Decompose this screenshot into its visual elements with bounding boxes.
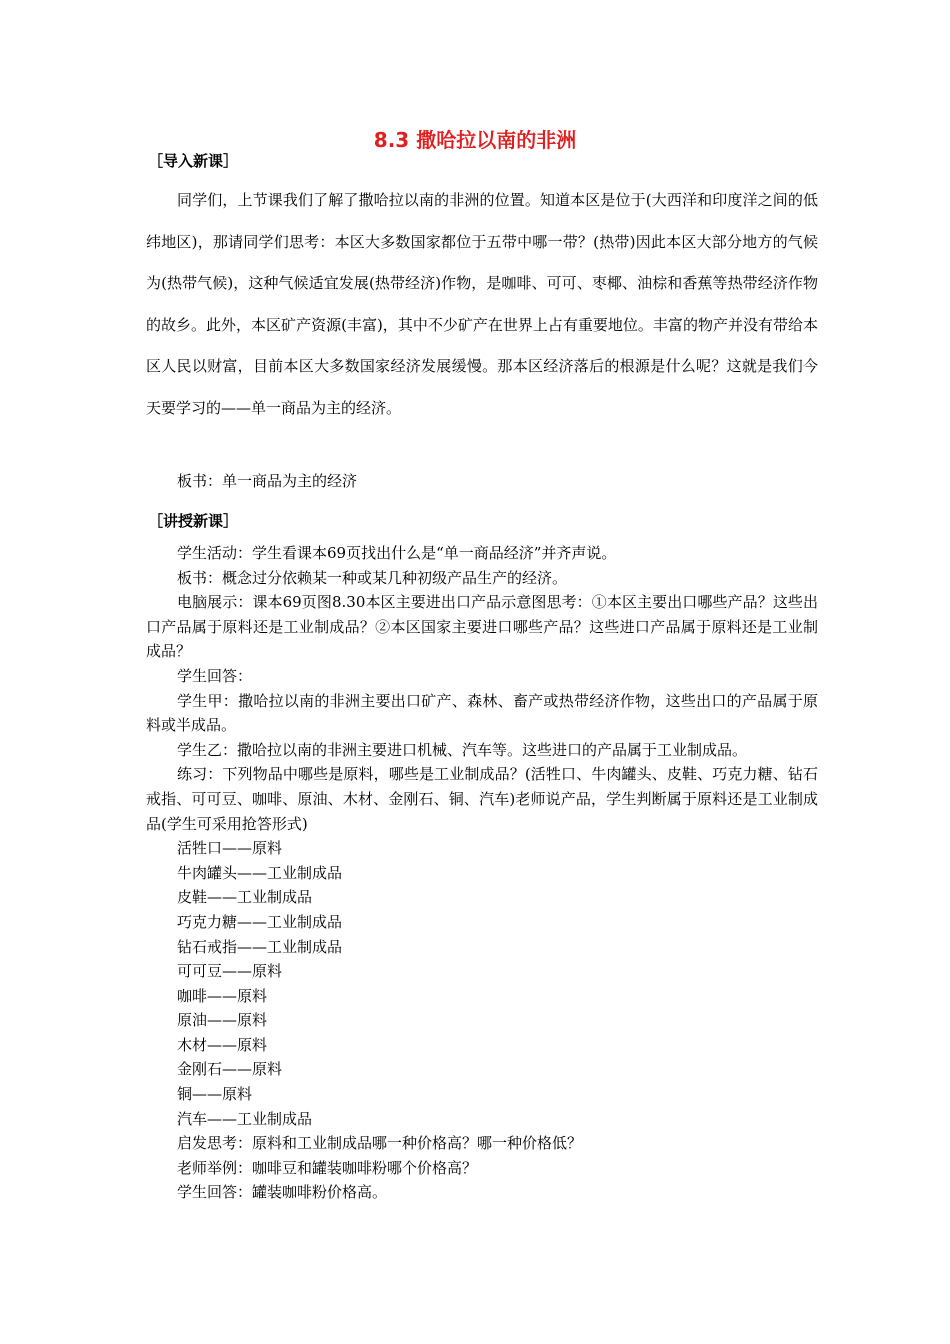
lecture-line: 练习：下列物品中哪些是原料，哪些是工业制成品？(活牲口、牛肉罐头、皮鞋、巧克力糖、钻石戒指、可可豆、咖啡、原油、木材、金刚石、铜、汽车)老师说产品，学生判断属于原料还是工业制成品(学生可采用抢答形式) — [146, 765, 818, 833]
lecture-line: 学生甲：撒哈拉以南的非洲主要出口矿产、森林、畜产或热带经济作物，这些出口的产品属于原料或半成品。 — [146, 691, 818, 735]
intro-paragraph: 同学们，上节课我们了解了撒哈拉以南的非洲的位置。知道本区是位于(大西洋和印度洋之间的低纬地区)，那请同学们思考：本区大多数国家都位于五带中哪一带？(热带)因此本区大部分地方的气候为(热带气候)，这种气候适宜发展(热带经济)作物，是咖啡、可可、枣椰、油棕和香蕉等热带经济作物的故乡。此外，本区矿产资源(丰富)，其中不少矿产在世界上占有重要地位。丰富的物产并没有带给本区人民以财富，目前本区大多数国家经济发展缓慢。那本区经济落后的根源是什么呢？这就是我们今天要学习的——单一商品为主的经济。 — [146, 191, 818, 417]
list-item: 汽车——工业制成品 — [177, 1109, 313, 1128]
section-heading-intro: ［导入新课］ — [148, 152, 239, 170]
list-item: 咖啡——原料 — [177, 986, 268, 1005]
lecture-line: 板书：概念过分依赖某一种或某几种初级产品生产的经济。 — [177, 568, 568, 587]
lecture-line: 学生乙：撒哈拉以南的非洲主要进口机械、汽车等。这些进口的产品属于工业制成品。 — [177, 740, 748, 759]
lecture-line: 学生回答：罐装咖啡粉价格高。 — [177, 1183, 388, 1202]
list-item: 木材——原料 — [177, 1035, 268, 1054]
section-heading-lecture: ［讲授新课］ — [148, 512, 239, 530]
page-title: 8.3 撒哈拉以南的非洲 — [373, 128, 577, 152]
board-note: 板书：单一商品为主的经济 — [177, 472, 358, 490]
list-item: 可可豆——原料 — [177, 962, 283, 981]
list-item: 铜——原料 — [177, 1085, 253, 1104]
lecture-line: 学生活动：学生看课本69页找出什么是“单一商品经济”并齐声说。 — [177, 544, 617, 562]
list-item: 皮鞋——工业制成品 — [177, 888, 313, 907]
list-item: 活牲口——原料 — [177, 839, 283, 858]
lecture-line: 学生回答： — [177, 666, 253, 685]
lecture-line: 电脑展示：课本69页图8.30本区主要进出口产品示意图思考：①本区主要出口哪些产品？这些出口产品属于原料还是工业制成品？②本区国家主要进口哪些产品？这些进口产品属于原料还是工业制成品？ — [146, 593, 818, 661]
lecture-line: 老师举例：咖啡豆和罐装咖啡粉哪个价格高？ — [177, 1158, 478, 1177]
list-item: 钻石戒指——工业制成品 — [177, 937, 343, 956]
lecture-body — [146, 541, 818, 1205]
list-item: 金刚石——原料 — [177, 1060, 283, 1079]
lecture-line: 启发思考：原料和工业制成品哪一种价格高？哪一种价格低？ — [177, 1134, 583, 1153]
list-item: 巧克力糖——工业制成品 — [177, 912, 343, 931]
list-item: 原油——原料 — [177, 1011, 268, 1030]
list-item: 牛肉罐头——工业制成品 — [177, 863, 343, 882]
